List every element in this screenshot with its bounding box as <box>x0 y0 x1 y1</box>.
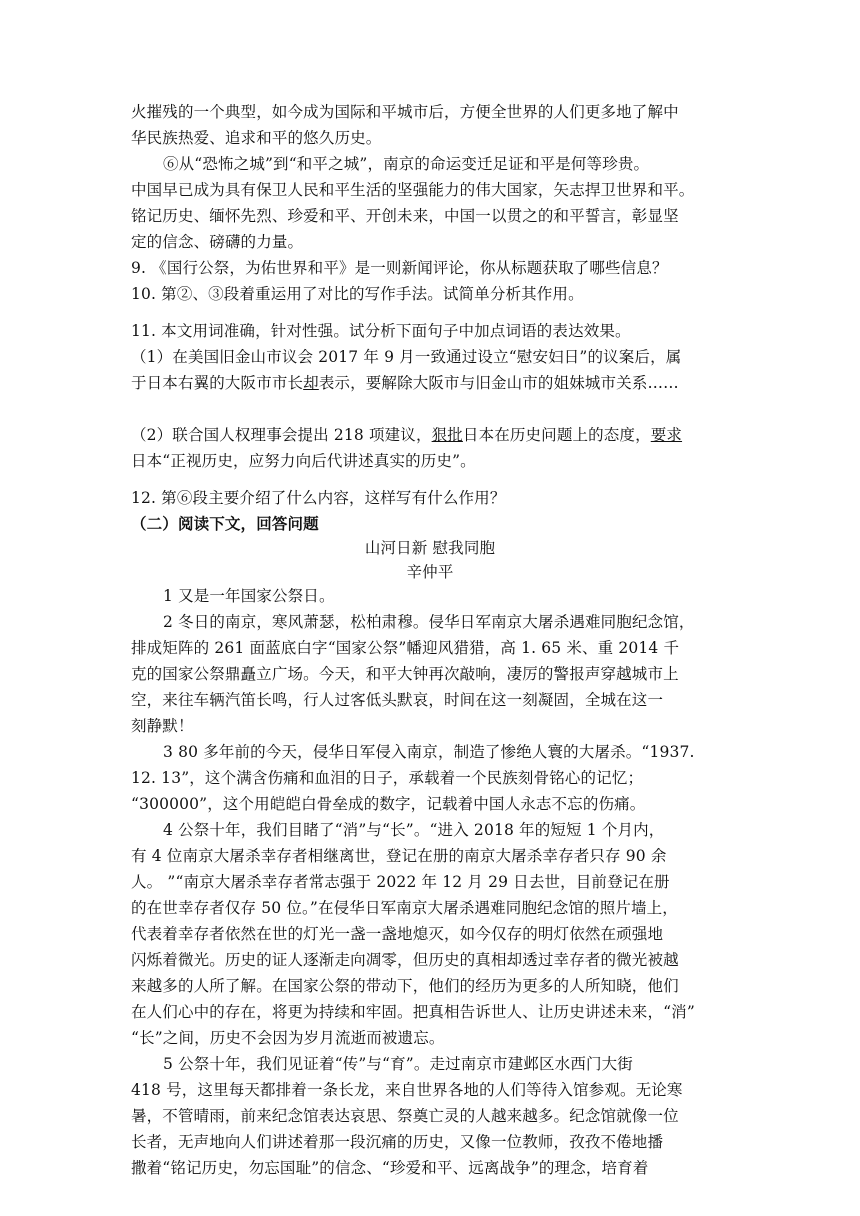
article-p5-line-2: 418 号，这里每天都排着一条长龙，来自世界各地的人们等待入馆参观。无论寒 <box>131 1081 683 1099</box>
q11-1-text-b: 表示，要解除大阪市与旧金山市的姐妹城市关系…… <box>318 374 679 392</box>
article-p4-line-3: 人。 ”“南京大屠杀幸存者常志强于 2022 年 12 月 29 日去世，目前登记在册 <box>131 873 670 891</box>
top-paragraph-line-1: 火摧残的一个典型，如今成为国际和平城市后，方便全世界的人们更多地了解中 <box>131 103 679 121</box>
article-author: 辛仲平 <box>406 563 454 581</box>
article-p3-line-2: 12. 13”，这个满含伤痛和血泪的日子，承载着一个民族刻骨铭心的记忆； <box>131 769 644 787</box>
paragraph-6-line-4: 定的信念、磅礴的力量。 <box>131 233 304 251</box>
question-12: 12. 第⑥段主要介绍了什么内容，这样写有什么作用？ <box>131 489 506 507</box>
question-11-1-line-2 <box>131 372 735 394</box>
top-paragraph-line-2: 华民族热爱、追求和平的悠久历史。 <box>131 129 382 147</box>
paragraph-6-line-1: ⑥从“恐怖之城”到“和平之城”，南京的命运变迁足证和平是何等珍贵。 <box>163 155 650 173</box>
article-p4-line-4: 的在世幸存者仅存 50 位。”在侵华日军南京大屠杀遇难同胞纪念馆的照片墙上， <box>131 899 678 917</box>
article-p2-line-3: 克的国家公祭鼎矗立广场。今天，和平大钟再次敲响，凄厉的警报声穿越城市上 <box>131 665 679 683</box>
article-p1: 1 又是一年国家公祭日。 <box>163 587 335 605</box>
article-p2-line-2: 排成矩阵的 261 面蓝底白字“国家公祭”幡迎风猎猎，高 1. 65 米、重 2014 千 <box>131 639 680 657</box>
paragraph-6-line-3: 铭记历史、缅怀先烈、珍爱和平、开创未来，中国一以贯之的和平誓言，彰显坚 <box>131 207 679 225</box>
article-p5-line-4: 长者，无声地向人们讲述着那一段沉痛的历史，又像一位教师，孜孜不倦地播 <box>131 1133 664 1151</box>
article-p4-line-5: 代表着幸存者依然在世的灯光一盏一盏地熄灭，如今仅存的明灯依然在顽强地 <box>131 925 664 943</box>
article-p5-line-1: 5 公祭十年，我们见证着“传”与“育”。走过南京市建邺区水西门大街 <box>163 1055 633 1073</box>
article-p5-line-3: 暑，不管晴雨，前来纪念馆表达哀思、祭奠亡灵的人越来越多。纪念馆就像一位 <box>131 1107 679 1125</box>
question-11-2-line-1 <box>131 424 735 446</box>
article-p3-line-3: “300000”，这个用皑皑白骨垒成的数字，记载着中国人永志不忘的伤痛。 <box>131 795 646 813</box>
article-p2-line-5: 刻静默！ <box>131 717 194 735</box>
key-word-yaoqiu: 要求 <box>650 426 683 444</box>
question-11: 11. 本文用词准确，针对性强。试分析下面句子中加点词语的表达效果。 <box>131 322 631 340</box>
question-10: 10. 第②、③段着重运用了对比的写作手法。试简单分析其作用。 <box>131 285 584 303</box>
key-word-henpi: 狠批 <box>431 426 463 444</box>
article-p5-line-5: 撒着“铭记历史，勿忘国耻”的信念、“珍爱和平、远离战争”的理念，培育着 <box>131 1159 649 1177</box>
article-p4-line-1: 4 公祭十年，我们目睹了“消”与“长”。“进入 2018 年的短短 1 个月内， <box>163 821 665 839</box>
paragraph-6-line-2: 中国早已成为具有保卫人民和平生活的坚强能力的伟大国家，矢志捍卫世界和平。 <box>131 181 695 199</box>
article-title: 山河日新 慰我同胞 <box>364 539 496 557</box>
article-p4-line-9: “长”之间，历史不会因为岁月流逝而被遗忘。 <box>131 1029 445 1047</box>
article-p4-line-2: 有 4 位南京大屠杀幸存者相继离世，登记在册的南京大屠杀幸存者只存 90 余 <box>131 847 667 865</box>
section-heading: （二）阅读下文，回答问题 <box>131 514 319 533</box>
article-p4-line-8: 在人们心中的存在，将更为持续和牢固。把真相告诉世人、让历史讲述未来，“消” <box>131 1003 695 1021</box>
question-11-1-line-1: （1）在美国旧金山市议会 2017 年 9 月一致通过设立“慰安妇日”的议案后，属 <box>131 348 682 366</box>
q11-2-text-b: 日本在历史问题上的态度， <box>462 426 651 444</box>
question-11-2-line-2: 日本“正视历史，应努力向后代讲述真实的历史”。 <box>131 452 476 470</box>
article-p2-line-1: 2 冬日的南京，寒风萧瑟，松柏肃穆。侵华日军南京大屠杀遇难同胞纪念馆， <box>163 613 695 631</box>
article-p3-line-1: 3 80 多年前的今天，侵华日军侵入南京，制造了惨绝人寰的大屠杀。“1937. <box>163 743 695 761</box>
question-9: 9. 《国行公祭，为佑世界和平》是一则新闻评论，你从标题获取了哪些信息？ <box>131 259 668 277</box>
q11-2-text-a: （2）联合国人权理事会提出 218 项建议， <box>131 426 432 444</box>
article-p4-line-6: 闪烁着微光。历史的证人逐渐走向凋零，但历史的真相却透过幸存者的微光被越 <box>131 951 679 969</box>
key-word-que: 却 <box>303 374 319 392</box>
article-p2-line-4: 空，来往车辆汽笛长鸣，行人过客低头默哀，时间在这一刻凝固，全城在这一 <box>131 691 664 709</box>
q11-1-text-a: 于日本右翼的大阪市市长 <box>131 374 304 392</box>
article-p4-line-7: 来越多的人所了解。在国家公祭的带动下，他们的经历为更多的人所知晓，他们 <box>131 977 679 995</box>
